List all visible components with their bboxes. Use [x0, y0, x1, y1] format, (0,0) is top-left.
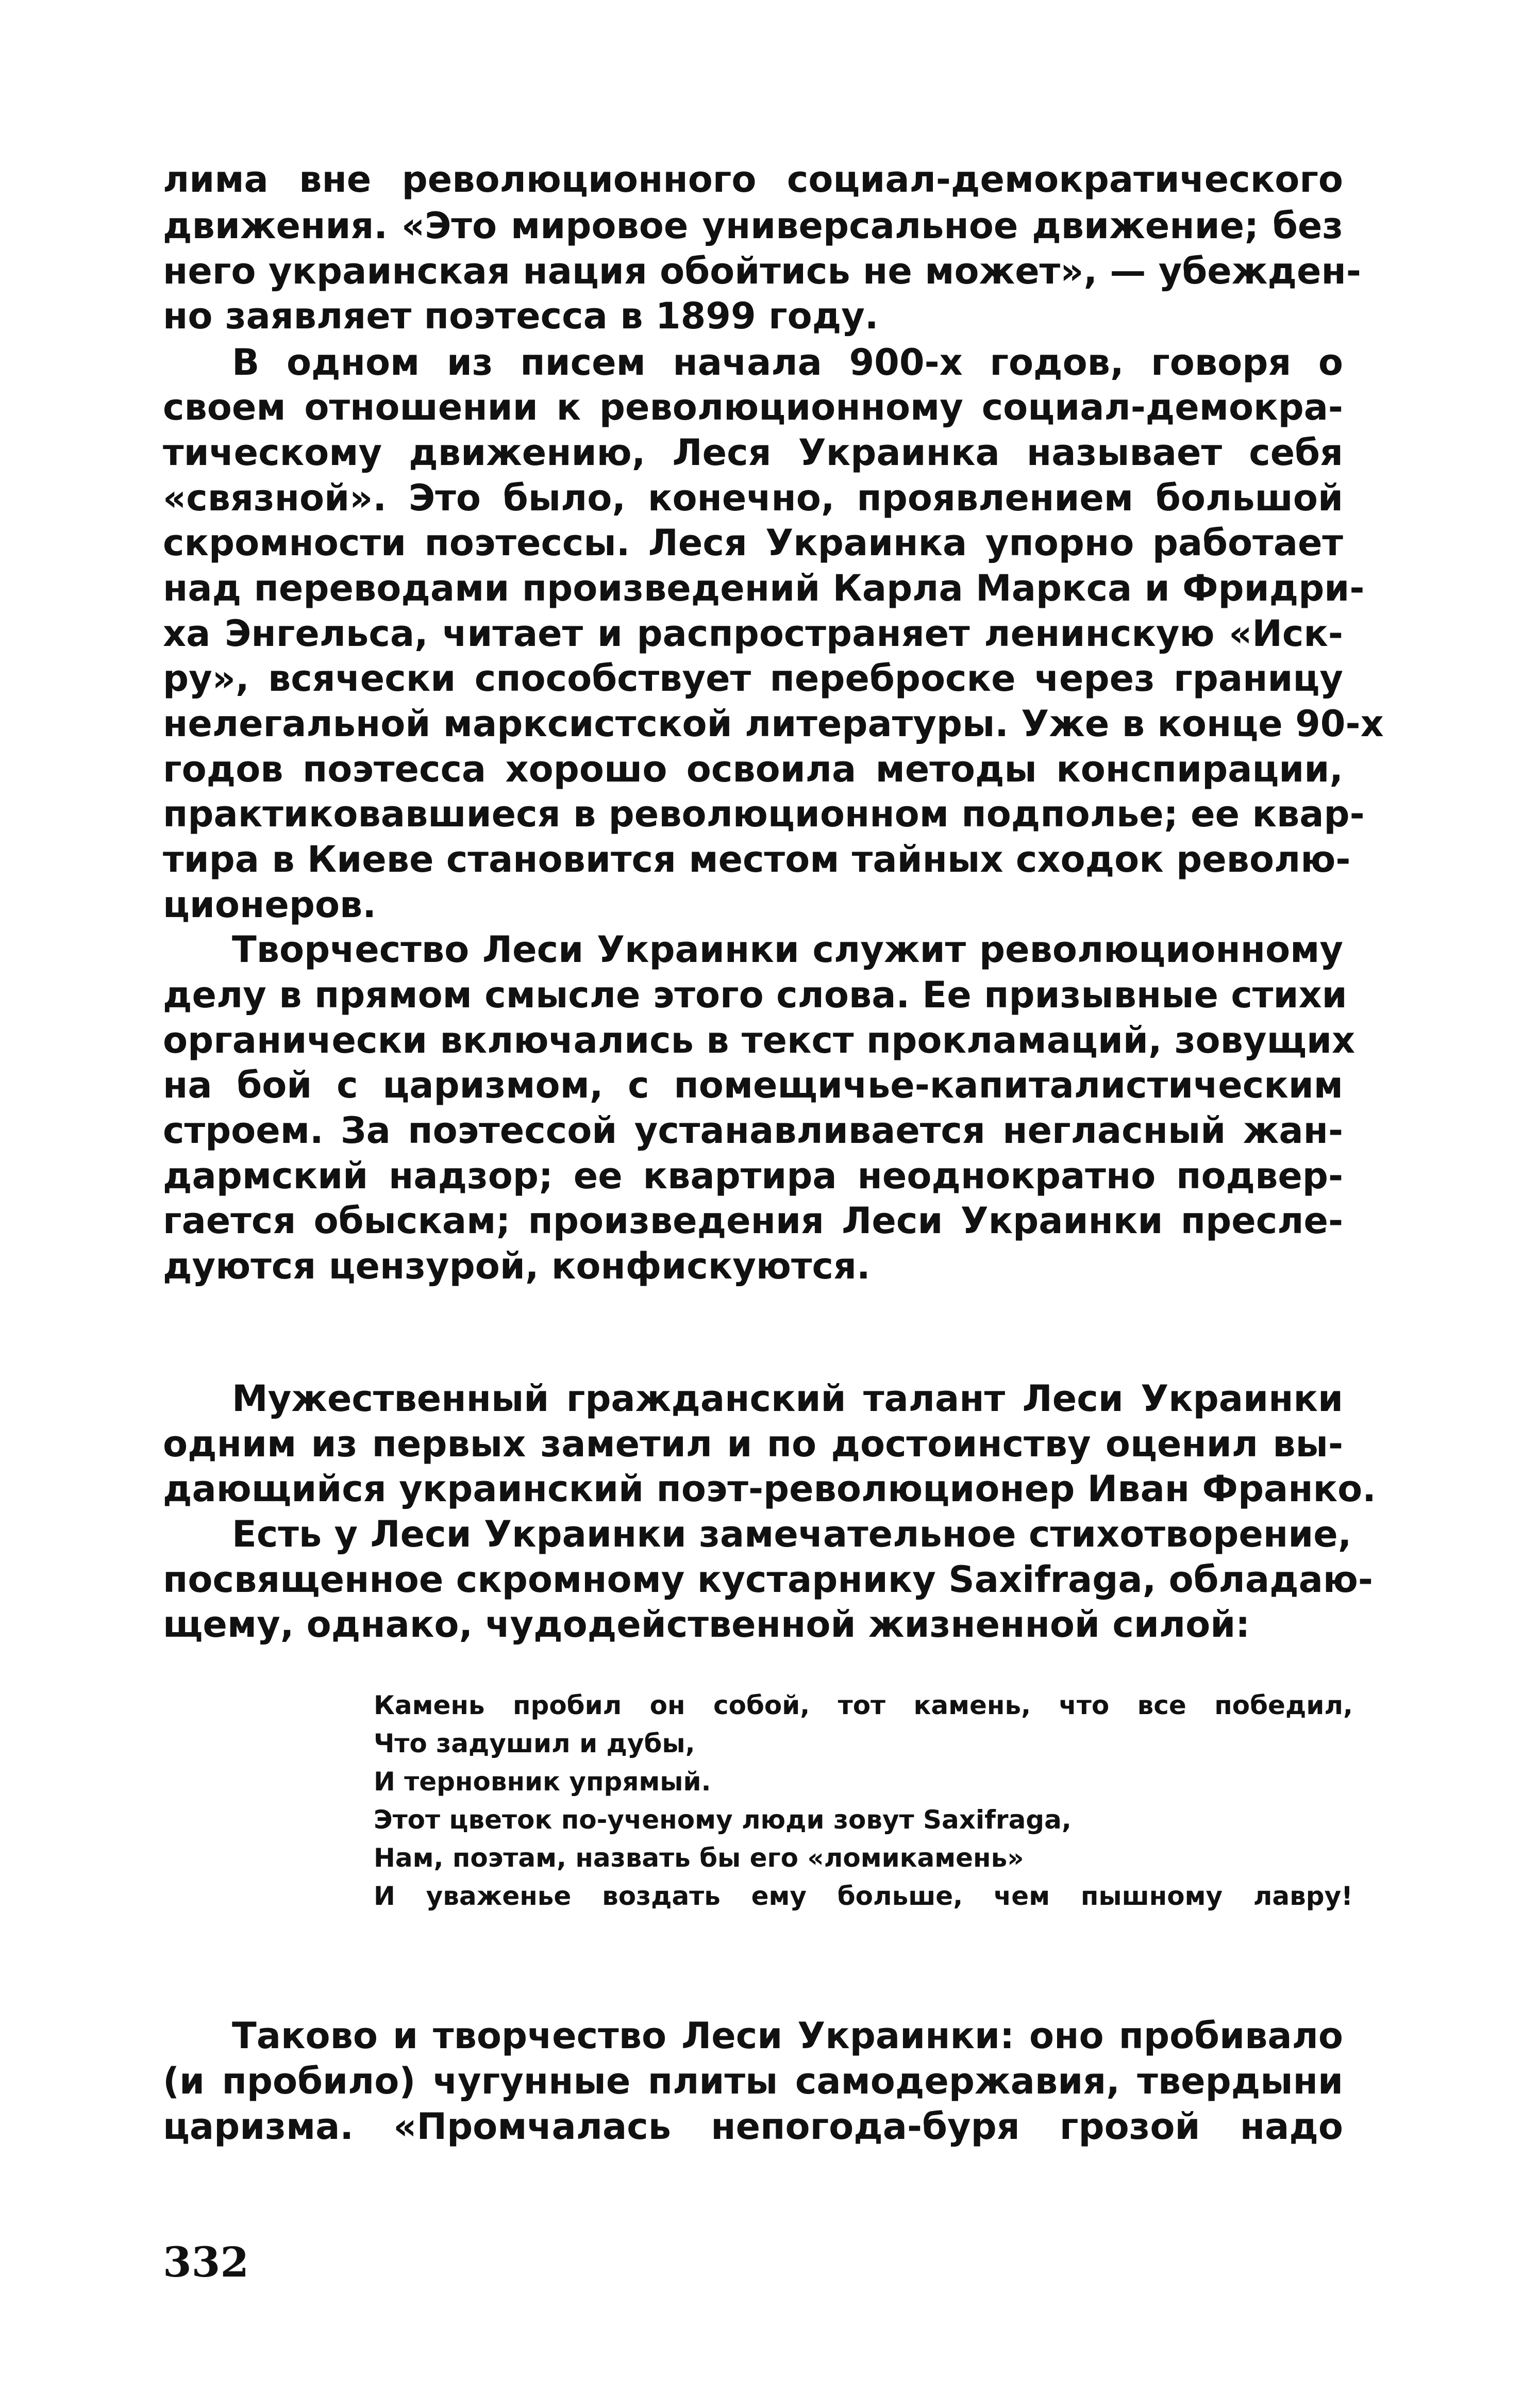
text-line: строем. За поэтессой устанавливается негласный жан-	[163, 1109, 1343, 1152]
text-line: Творчество Леси Украинки служит революционному	[232, 928, 1343, 971]
verse-line: Что задушил и дубы,	[374, 1729, 695, 1758]
text-line: органически включались в текст прокламаций, зовущих	[163, 1019, 1355, 1061]
text-line: дающийся украинский поэт-революционер Иван Франко.	[163, 1468, 1376, 1510]
text-line: делу в прямом смысле этого слова. Ее призывные стихи	[163, 974, 1347, 1016]
text-line: движения. «Это мировое универсальное движение; без	[163, 205, 1343, 247]
text-line: щему, однако, чудодейственной жизненной силой:	[163, 1603, 1250, 1646]
text-line: В одном из писем начала 900-х годов, говоря о	[232, 341, 1343, 384]
text-line: над переводами произведений Карла Маркса и Фридри-	[163, 567, 1365, 609]
text-line: годов поэтесса хорошо освоила методы конспирации,	[163, 748, 1343, 790]
verse-line: Нам, поэтам, назвать бы его «ломикамень»	[374, 1843, 1024, 1873]
text-line: посвященное скромному кустарнику Saxifraga, обладаю-	[163, 1558, 1373, 1601]
text-line: Есть у Леси Украинки замечательное стихотворение,	[232, 1513, 1352, 1555]
text-line: но заявляет поэтесса в 1899 году.	[163, 295, 879, 337]
verse-line: Камень пробил он собой, тот камень, что все победил,	[374, 1690, 1353, 1720]
verse-line: Этот цветок по-ученому люди зовут Saxifraga,	[374, 1805, 1072, 1835]
text-line: Таково и творчество Леси Украинки: оно пробивало	[232, 2015, 1343, 2057]
text-line: (и пробило) чугунные плиты самодержавия, твердыни	[163, 2060, 1343, 2102]
text-line: ру», всячески способствует переброске через границу	[163, 657, 1343, 700]
verse-line: И уваженье воздать ему больше, чем пышному лавру!	[374, 1881, 1353, 1911]
text-line: своем отношении к революционному социал-демокра-	[163, 386, 1343, 428]
text-line: дармский надзор; ее квартира неоднократно подвер-	[163, 1155, 1343, 1197]
verse-line: И терновник упрямый.	[374, 1767, 711, 1797]
text-line: практиковавшиеся в революционном подполье; ее квар-	[163, 793, 1365, 835]
text-line: ционеров.	[163, 884, 376, 926]
text-line: дуются цензурой, конфискуются.	[163, 1245, 871, 1287]
page-number: 332	[163, 2238, 249, 2286]
text-line: скромности поэтессы. Леся Украинка упорно работает	[163, 522, 1343, 564]
text-line: нелегальной марксистской литературы. Уже в конце 90-х	[163, 703, 1384, 745]
text-line: Мужественный гражданский талант Леси Украинки	[232, 1377, 1343, 1420]
text-line: одним из первых заметил и по достоинству оценил вы-	[163, 1423, 1343, 1465]
text-line: него украинская нация обойтись не может», — убежден-	[163, 250, 1361, 292]
text-line: лима вне революционного социал-демократического	[163, 158, 1343, 201]
text-line: «связной». Это было, конечно, проявлением большой	[163, 477, 1343, 519]
text-line: царизма. «Промчалась непогода-буря грозой надо	[163, 2105, 1343, 2148]
text-line: тическому движению, Леся Украинка называет себя	[163, 431, 1343, 474]
text-line: ха Энгельса, читает и распространяет ленинскую «Иск-	[163, 612, 1343, 655]
text-line: гается обыскам; произведения Леси Украинки пресле-	[163, 1200, 1343, 1242]
text-line: тира в Киеве становится местом тайных сходок револю-	[163, 838, 1351, 881]
text-line: на бой с царизмом, с помещичье-капиталистическим	[163, 1064, 1343, 1106]
